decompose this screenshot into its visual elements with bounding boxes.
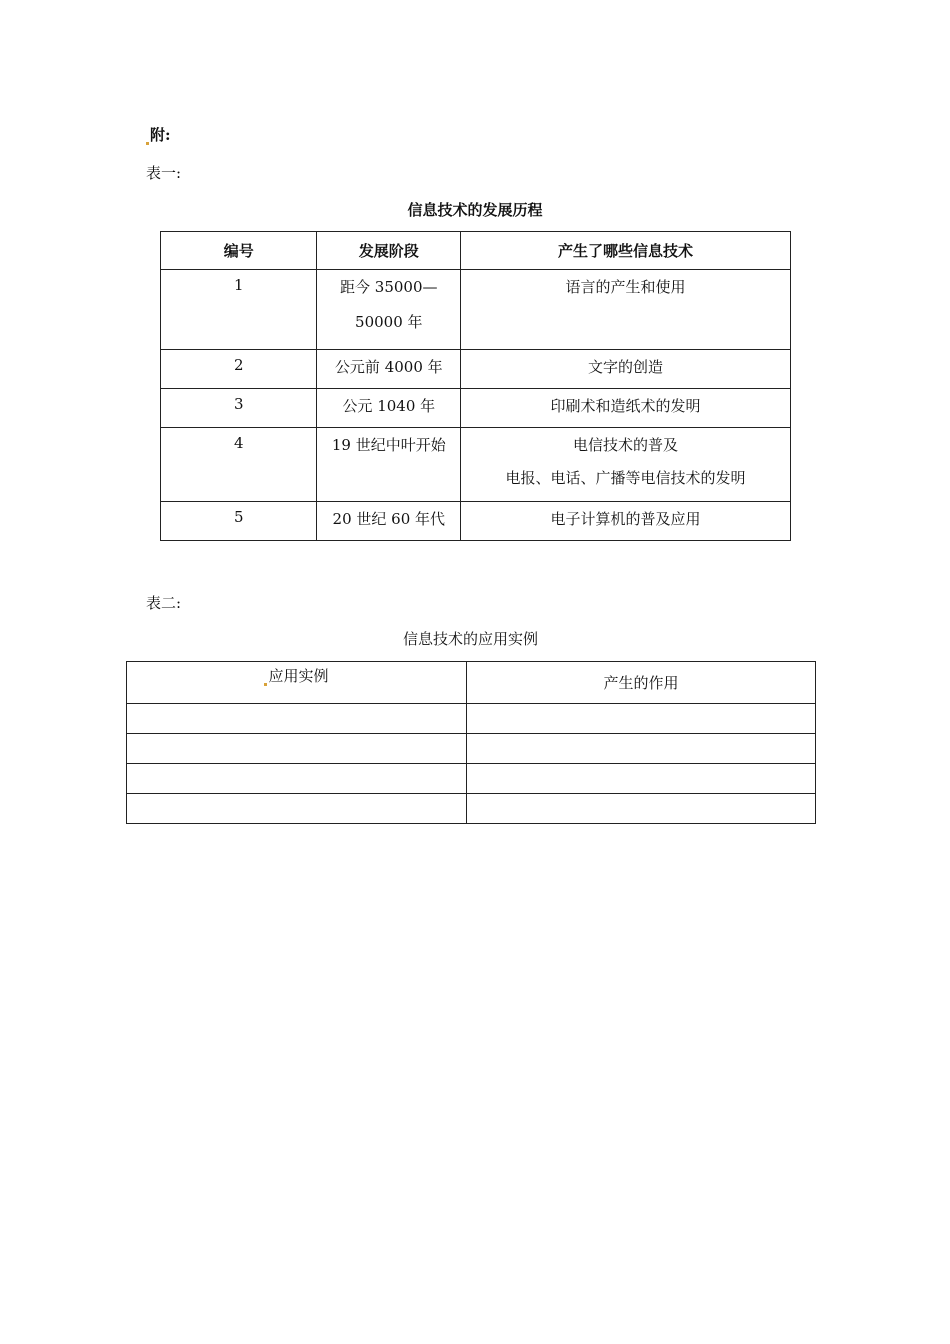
- cell-stage: 19 世纪中叶开始: [317, 428, 461, 502]
- table-row: [127, 794, 816, 824]
- header-technology: 产生了哪些信息技术: [461, 232, 791, 270]
- table-row: [161, 350, 791, 389]
- cell-number: 1: [161, 270, 317, 350]
- table-one-title: 信息技术的发展历程: [407, 201, 543, 219]
- cell-stage: 20 世纪 60 年代: [317, 502, 461, 541]
- edit-mark-icon: [146, 142, 149, 145]
- table-row: [161, 428, 791, 502]
- cell-technology: 语言的产生和使用: [461, 270, 791, 350]
- technology-line-2: 电报、电话、广播等电信技术的发明: [505, 469, 746, 487]
- empty-cell: [127, 734, 467, 764]
- cell-number: 3: [161, 389, 317, 428]
- header-stage: 发展阶段: [317, 232, 461, 270]
- cell-number: 4: [161, 428, 317, 502]
- table-header-row: [161, 232, 791, 270]
- cell-technology: 电子计算机的普及应用: [461, 502, 791, 541]
- cell-stage: [317, 270, 461, 350]
- stage-line-1: 距今 35000—: [340, 278, 438, 296]
- cell-technology: 文字的创造: [461, 350, 791, 389]
- table-row: [161, 270, 791, 350]
- empty-cell: [467, 764, 816, 794]
- attachment-heading: 附:: [146, 124, 171, 145]
- cell-number: 2: [161, 350, 317, 389]
- empty-cell: [127, 704, 467, 734]
- table-row: [161, 502, 791, 541]
- empty-cell: [467, 734, 816, 764]
- cell-number: 5: [161, 502, 317, 541]
- cell-technology: [461, 428, 791, 502]
- development-history-table: [160, 231, 791, 541]
- cell-stage: 公元前 4000 年: [317, 350, 461, 389]
- cell-stage: 公元 1040 年: [317, 389, 461, 428]
- table-header-row: [127, 662, 816, 704]
- header-example: 应用实例: [127, 662, 467, 704]
- header-number: 编号: [161, 232, 317, 270]
- table-row: [161, 389, 791, 428]
- header-effect: 产生的作用: [467, 662, 816, 704]
- empty-cell: [127, 764, 467, 794]
- stage-line-2: 50000 年: [355, 313, 423, 331]
- empty-cell: [127, 794, 467, 824]
- table-row: [127, 734, 816, 764]
- empty-cell: [467, 794, 816, 824]
- table-two-title: 信息技术的应用实例: [402, 630, 538, 648]
- table-two-label: 表二:: [146, 594, 182, 612]
- table-one-label: 表一:: [146, 164, 182, 182]
- table-row: [127, 704, 816, 734]
- technology-line-1: 电信技术的普及: [573, 436, 679, 454]
- cell-technology: 印刷术和造纸术的发明: [461, 389, 791, 428]
- application-examples-table: [126, 661, 816, 824]
- table-row: [127, 764, 816, 794]
- empty-cell: [467, 704, 816, 734]
